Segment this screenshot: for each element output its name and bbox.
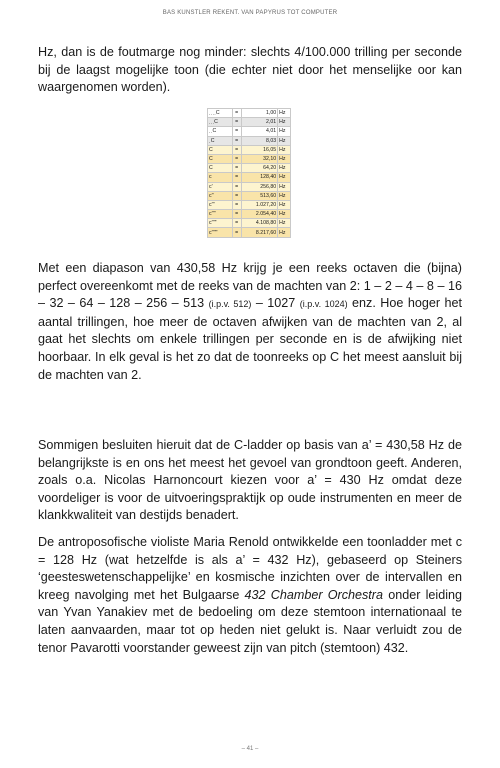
note-cell: ˌC xyxy=(208,136,233,145)
value-cell: 4.108,80 xyxy=(241,219,278,228)
table-row xyxy=(208,191,291,200)
note-cell: c'' xyxy=(208,191,233,200)
equals-cell: = xyxy=(232,210,241,219)
table-row xyxy=(208,210,291,219)
note-cell: C xyxy=(208,145,233,154)
unit-cell: Hz xyxy=(278,127,291,136)
paragraph-foutmarge: Hz, dan is de foutmarge nog minder: slechts 4/100.000 trilling per seconde bij de laagst mogelijke toon (die echter niet door het menselijke oor kan waargenomen worden). xyxy=(38,45,462,95)
table-row xyxy=(208,154,291,163)
equals-cell: = xyxy=(232,191,241,200)
unit-cell: Hz xyxy=(278,200,291,209)
renold-text-end: onder leiding van Yvan Yanakiev met de bedoeling om deze stemtoon internationaal te laten aanvaarden, maar tot op heden niet gelukt is. Naar verluidt zou de tenor Pavarotti voorstander geweest zijn van pitch (stemtoon) 432. xyxy=(38,587,463,655)
diapason-conclusion: enz. Hoe hoger het aantal trillingen, hoe meer de octaven afwijken van de machten van 2, al gaat het slechts om enkele trillingen per seconde en is de afwijking niet hoorbaar. In elk geval is het zo dat de toonreeks op C het meest aansluit bij de machten van 2. xyxy=(38,296,463,382)
value-cell: 64,20 xyxy=(241,164,278,173)
note-cell: ˌˌC xyxy=(208,127,233,136)
equals-cell: = xyxy=(232,136,241,145)
note-cell: c xyxy=(208,173,233,182)
unit-cell: Hz xyxy=(278,191,291,200)
unit-cell: Hz xyxy=(278,118,291,127)
equals-cell: = xyxy=(232,164,241,173)
value-cell: 1.027,20 xyxy=(241,200,278,209)
value-cell: 128,40 xyxy=(241,173,278,182)
note-cell: c' xyxy=(208,182,233,191)
series-note-512: (i.p.v. 512) xyxy=(208,299,252,310)
value-cell: 256,80 xyxy=(241,182,278,191)
paragraph-c-ladder: Sommigen besluiten hieruit dat de C-ladder op basis van a’ = 430,58 Hz de belangrijkste is en ons het meest het gevoel van grondtoon geeft. Anderen, zoals o.a. Nicolas Harnoncourt kiezen voor a’ = 430 Hz omdat deze voordeliger is voor de uitvoeringspraktijk op oude instrumenten en meer de klankkwaliteit van destijds benadert. xyxy=(38,438,462,523)
value-cell: 16,05 xyxy=(241,145,278,154)
renold-text-start: De antroposofische violiste Maria Renold ontwikkelde een toonladder met c = 128 Hz (wat hetzelfde is als a’ = 432 Hz), gebaseerd op Steiners ‘geesteswetenschappelijke’ en kosmische inzichten over de intervallen en kreeg navolging met het Bulgaarse xyxy=(38,535,462,602)
equals-cell: = xyxy=(232,109,241,118)
frequency-table xyxy=(207,108,291,238)
table-row xyxy=(208,118,291,127)
series-1027: – 1027 xyxy=(255,296,296,311)
value-cell: 8,03 xyxy=(241,136,278,145)
note-cell: c''''' xyxy=(208,219,233,228)
value-cell: 1,00 xyxy=(241,109,278,118)
unit-cell: Hz xyxy=(278,210,291,219)
unit-cell: Hz xyxy=(278,145,291,154)
equals-cell: = xyxy=(232,127,241,136)
table-row xyxy=(208,145,291,154)
note-cell: ˌˌˌC xyxy=(208,118,233,127)
unit-cell: Hz xyxy=(278,109,291,118)
table-row xyxy=(208,173,291,182)
table-row xyxy=(208,219,291,228)
note-cell: C xyxy=(208,164,233,173)
table-row xyxy=(208,228,291,237)
note-cell: ˌˌˌˌC xyxy=(208,109,233,118)
note-cell: c'''' xyxy=(208,210,233,219)
note-cell: C xyxy=(208,154,233,163)
note-cell: c'''''' xyxy=(208,228,233,237)
unit-cell: Hz xyxy=(278,164,291,173)
unit-cell: Hz xyxy=(278,173,291,182)
running-header: BAS KUNSTLER REKENT. VAN PAPYRUS TOT COMPUTER xyxy=(162,10,338,16)
diapason-intro: Met een diapason van 430,58 Hz krijg je een reeks octaven die (bijna) perfect overeenkomt met de reeks van de machten van 2: xyxy=(38,261,462,293)
equals-cell: = xyxy=(232,118,241,127)
unit-cell: Hz xyxy=(278,136,291,145)
value-cell: 4,01 xyxy=(241,127,278,136)
equals-cell: = xyxy=(232,182,241,191)
unit-cell: Hz xyxy=(278,154,291,163)
value-cell: 2,01 xyxy=(241,118,278,127)
value-cell: 513,60 xyxy=(241,191,278,200)
page-number: – 41 – xyxy=(241,746,259,752)
note-cell: c''' xyxy=(208,200,233,209)
equals-cell: = xyxy=(232,173,241,182)
table-row xyxy=(208,136,291,145)
table-row xyxy=(208,200,291,209)
equals-cell: = xyxy=(232,200,241,209)
table-row xyxy=(208,182,291,191)
unit-cell: Hz xyxy=(278,228,291,237)
orchestra-name: 432 Chamber Orchestra xyxy=(244,587,384,602)
table-row xyxy=(208,164,291,173)
equals-cell: = xyxy=(232,228,241,237)
powers-of-two-series: 1 – 2 – 4 – 8 – 16 – 32 – 64 – 128 – 256 – 513 xyxy=(38,278,462,311)
table-row xyxy=(208,109,291,118)
value-cell: 8.217,60 xyxy=(241,228,278,237)
unit-cell: Hz xyxy=(278,182,291,191)
table-row xyxy=(208,127,291,136)
paragraph-diapason xyxy=(38,260,462,384)
equals-cell: = xyxy=(232,145,241,154)
unit-cell: Hz xyxy=(278,219,291,228)
series-note-1024: (i.p.v. 1024) xyxy=(299,299,348,310)
paragraph-renold xyxy=(38,534,462,657)
equals-cell: = xyxy=(232,219,241,228)
value-cell: 2.054,40 xyxy=(241,210,278,219)
value-cell: 32,10 xyxy=(241,154,278,163)
equals-cell: = xyxy=(232,154,241,163)
